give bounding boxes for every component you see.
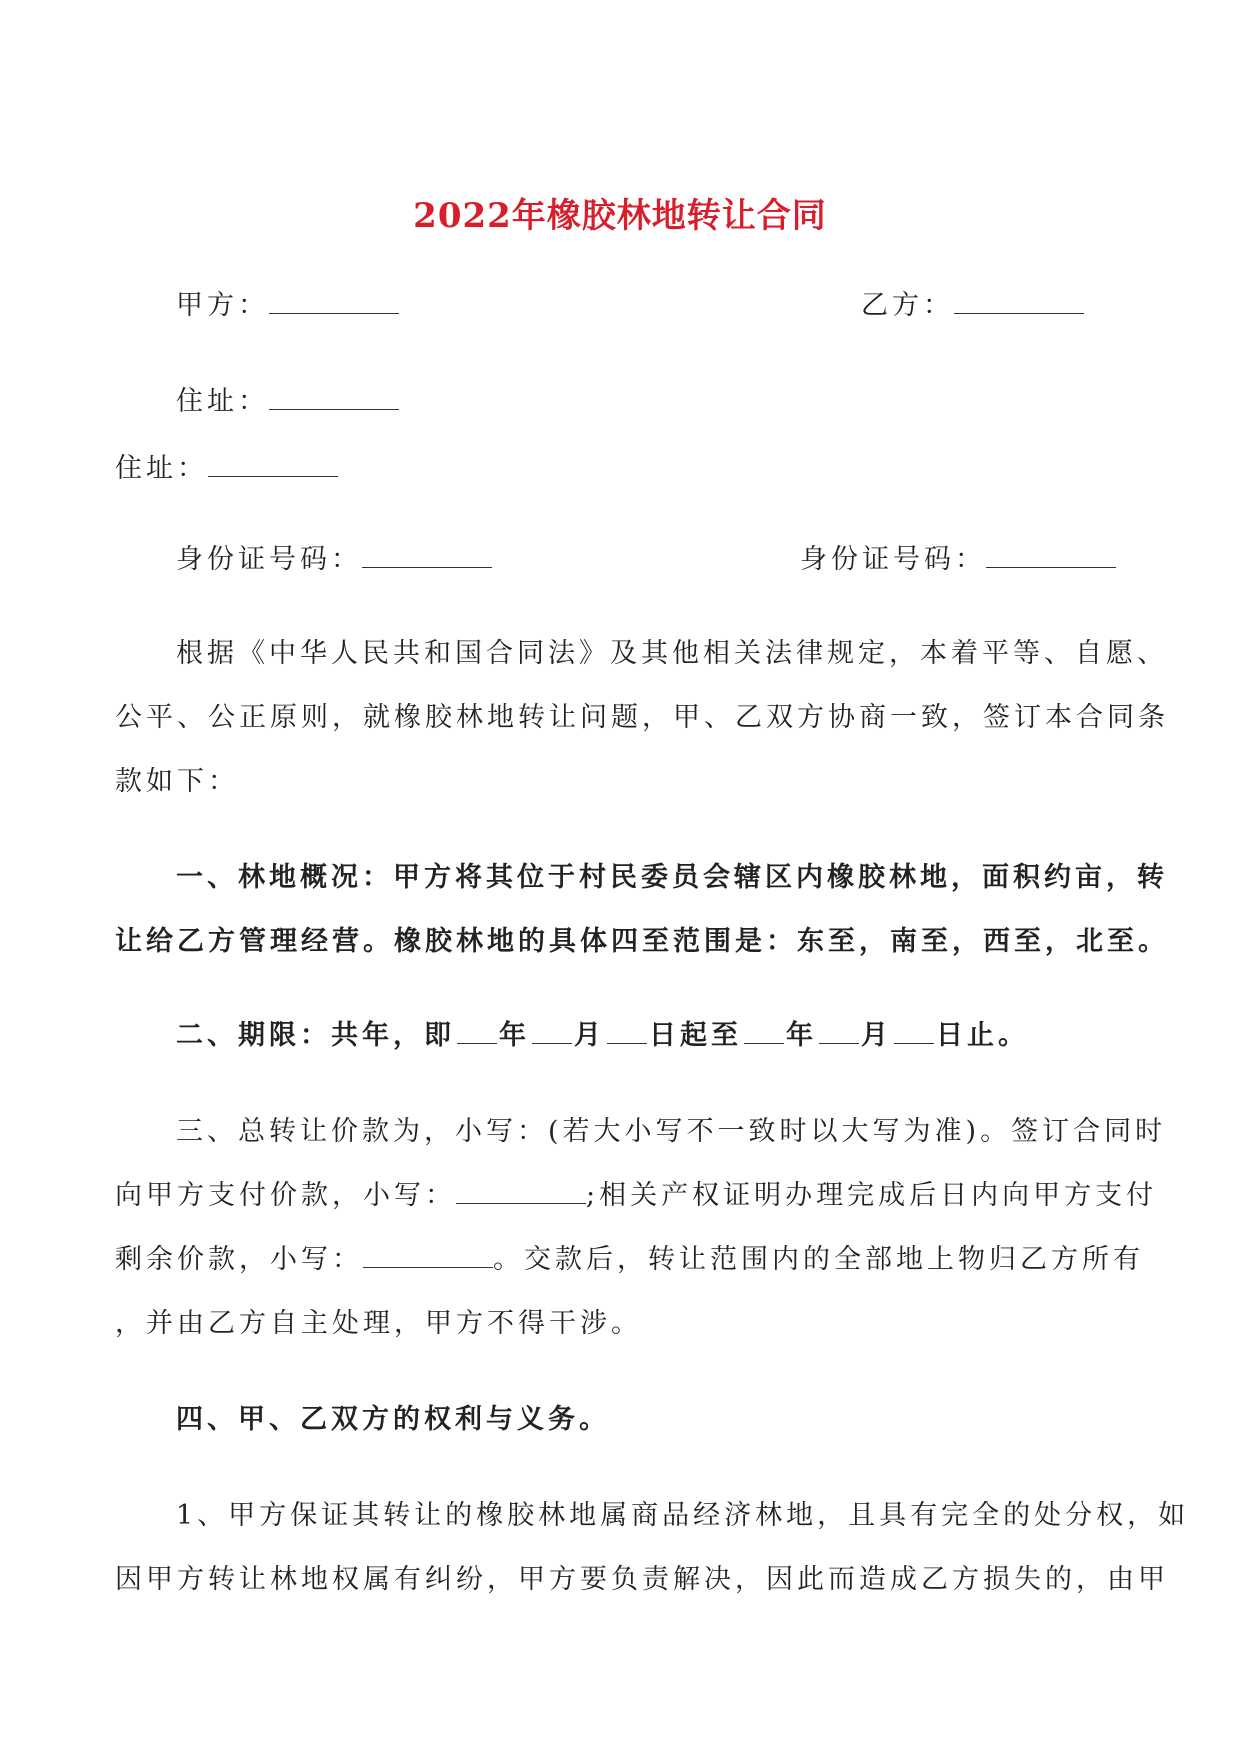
party-b-id-label: 身份证号码： <box>800 544 986 575</box>
clause3-line3-b: 。交款后，转让范围内的全部地上物归乙方所有 <box>493 1244 1144 1275</box>
clause1-line-1: 一、林地概况：甲方将其位于村民委员会辖区内橡胶林地，面积约亩，转 <box>176 862 1168 893</box>
clause3-line-4: ，并由乙方自主处理，甲方不得干涉。 <box>115 1308 642 1339</box>
party-b-label: 乙方： <box>861 290 954 321</box>
intro-line-2: 公平、公正原则，就橡胶林地转让问题，甲、乙双方协商一致，签订本合同条 <box>115 702 1169 733</box>
start-year-blank[interactable] <box>457 1019 497 1044</box>
clause2-line <box>176 1013 1029 1052</box>
party-a-id-line <box>176 537 492 576</box>
start-day-blank[interactable] <box>607 1019 647 1044</box>
clause3-line2-a: 向甲方支付价款，小写： <box>115 1180 456 1211</box>
clause3-line3-a: 剩余价款，小写： <box>115 1244 363 1275</box>
intro-line-3: 款如下： <box>115 766 239 797</box>
clause4-1-line-1: 1、甲方保证其转让的橡胶林地属商品经济林地，且具有完全的处分权，如 <box>176 1500 1190 1531</box>
party-b-address-blank[interactable] <box>208 452 338 477</box>
party-a-blank[interactable] <box>269 289 399 314</box>
day-end-label: 日止。 <box>936 1020 1029 1051</box>
clause3-line-3 <box>115 1237 1144 1276</box>
end-month-blank[interactable] <box>819 1019 859 1044</box>
year-label-1: 年 <box>499 1020 530 1051</box>
start-month-blank[interactable] <box>532 1019 572 1044</box>
clause3-line2-b: ;相关产权证明办理完成后日内向甲方支付 <box>586 1180 1158 1211</box>
party-a-address-line <box>176 379 399 418</box>
clause4-1-line-2: 因甲方转让林地权属有纠纷，甲方要负责解决，因此而造成乙方损失的，由甲 <box>115 1564 1169 1595</box>
intro-line-1: 根据《中华人民共和国合同法》及其他相关法律规定，本着平等、自愿、 <box>176 638 1168 669</box>
party-b-id-blank[interactable] <box>986 543 1116 568</box>
remaining-payment-blank[interactable] <box>363 1243 493 1268</box>
clause1-line-2: 让给乙方管理经营。橡胶林地的具体四至范围是：东至，南至，西至，北至。 <box>115 926 1169 957</box>
party-b-id-line <box>800 537 1116 576</box>
clause3-line-2 <box>115 1173 1157 1212</box>
document-title: 2022年橡胶林地转让合同 <box>413 196 827 236</box>
party-b-line <box>861 283 1084 322</box>
month-label-2: 月 <box>861 1020 892 1051</box>
party-a-address-blank[interactable] <box>269 385 399 410</box>
clause3-line-1: 三、总转让价款为，小写：(若大小写不一致时以大写为准)。签订合同时 <box>176 1116 1167 1147</box>
party-a-id-blank[interactable] <box>362 543 492 568</box>
party-a-line <box>176 283 399 322</box>
year-label-2: 年 <box>786 1020 817 1051</box>
party-a-label: 甲方： <box>176 290 269 321</box>
end-day-blank[interactable] <box>894 1019 934 1044</box>
party-a-id-label: 身份证号码： <box>176 544 362 575</box>
party-b-address-line <box>115 446 338 485</box>
party-b-address-label: 住址： <box>115 453 208 484</box>
down-payment-blank[interactable] <box>456 1179 586 1204</box>
party-a-address-label: 住址： <box>176 386 269 417</box>
end-year-blank[interactable] <box>744 1019 784 1044</box>
party-b-blank[interactable] <box>954 289 1084 314</box>
day-from-label: 日起至 <box>649 1020 742 1051</box>
clause4-heading: 四、甲、乙双方的权利与义务。 <box>176 1404 610 1435</box>
clause2-lead: 二、期限：共年，即 <box>176 1020 455 1051</box>
month-label-1: 月 <box>574 1020 605 1051</box>
